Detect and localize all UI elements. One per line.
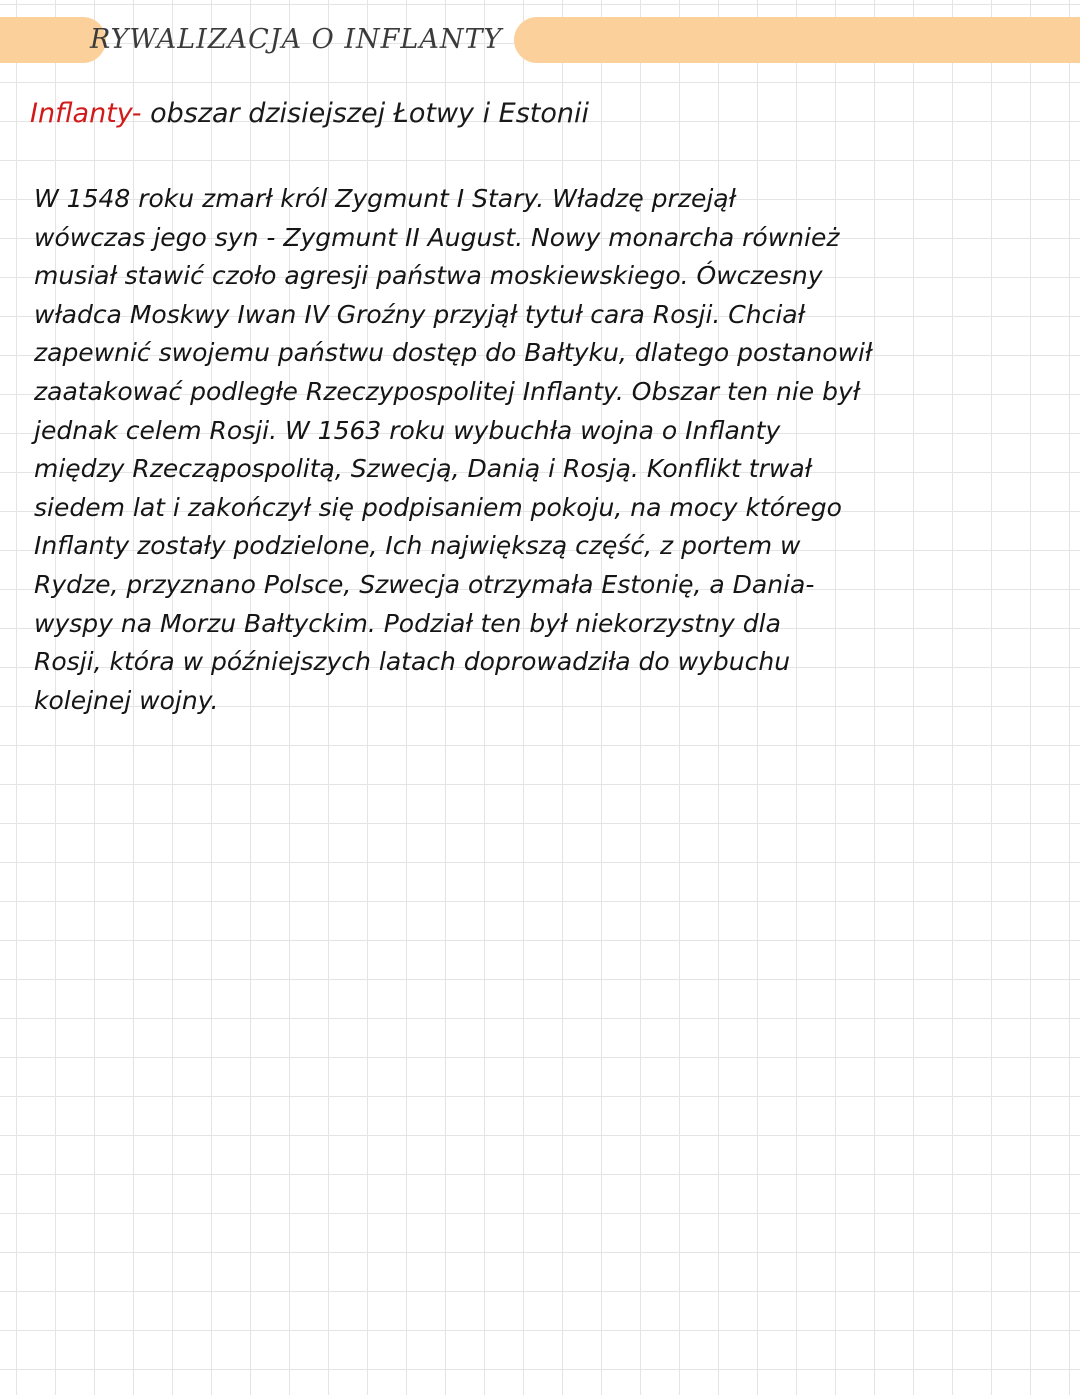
paragraph-line: siedem lat i zakończył się podpisaniem pokoju, na mocy którego — [34, 492, 842, 522]
paragraph-line: między Rzecząpospolitą, Szwecją, Danią i Rosją. Konflikt trwał — [34, 454, 812, 484]
paragraph-line: wówczas jego syn - Zygmunt II August. Nowy monarcha również — [34, 222, 840, 252]
paragraph-line: władca Moskwy Iwan IV Groźny przyjął tytuł cara Rosji. Chciał — [34, 299, 805, 329]
paragraph-line: musiał stawić czoło agresji państwa moskiewskiego. Ówczesny — [34, 261, 823, 291]
definition-text: obszar dzisiejszej Łotwy i Estonii — [141, 98, 590, 129]
paragraph-line: wyspy na Morzu Bałtyckim. Podział ten był niekorzystny dla — [34, 608, 781, 638]
paragraph-line: W 1548 roku zmarł król Zygmunt I Stary. Władzę przejął — [34, 184, 736, 213]
page-title: RYWALIZACJA O INFLANTY — [90, 24, 503, 55]
paragraph-line: Rydze, przyznano Polsce, Szwecja otrzymała Estonię, a Dania- — [34, 569, 815, 599]
paragraph-line: zapewnić swojemu państwu dostęp do Bałtyku, dlatego postanowił — [34, 338, 873, 368]
paragraph-line: kolejnej wojny. — [34, 685, 219, 715]
paragraph-line: Inflanty zostały podzielone, Ich największą część, z portem w — [34, 531, 801, 561]
definition-line — [30, 98, 589, 129]
paragraph-line: jednak celem Rosji. W 1563 roku wybuchła wojna o Inflanty — [34, 415, 781, 445]
title-banner-right — [514, 17, 1080, 63]
history-paragraph — [34, 180, 1034, 720]
paragraph-line: zaatakować podległe Rzeczypospolitej Inflanty. Obszar ten nie był — [34, 376, 860, 406]
definition-term: Inflanty- — [30, 98, 142, 129]
paragraph-line: Rosji, która w późniejszych latach doprowadziła do wybuchu — [34, 647, 791, 677]
